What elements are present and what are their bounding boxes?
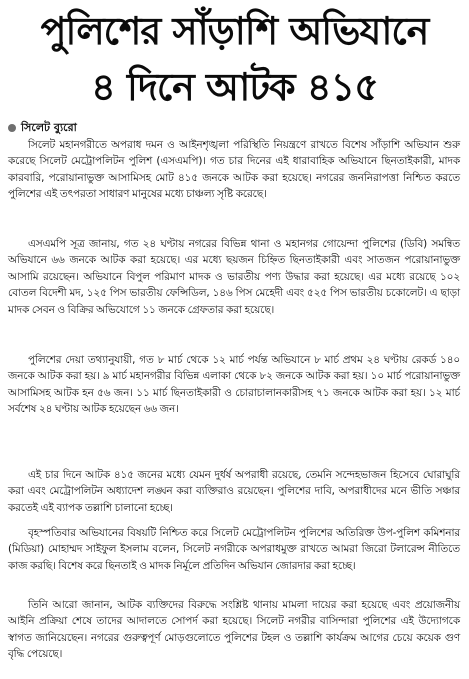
paragraph-1: সিলেট মহানগরীতে অপরাধ দমন ও আইনশৃঙ্খলা পরিস্থিতি নিয়ন্ত্রণে রাখতে বিশেষ সাঁড়াশি অভিযান শুরু করেছে সিলেট মেট্রোপলিটন পুলিশ (এসএমপি)। গত চার দিনের এই ধারাবাহিক অভিযানে ছিনতাইকারী, মাদক কারবারি, পরোয়ানাভুক্ত আসামিসহ মোট ৪১৫ জনকে আটক করা হয়েছে। নগরের জননিরাপত্তা নিশ্চিত করতে পুলিশের এই তৎপরতা সাধারণ মানুষের মধ্যে চাঞ্চল্য সৃষ্টি করেছে। [8,139,460,201]
headline-line-1: পুলিশের সাঁড়াশি অভিযানে [40,9,429,53]
byline [8,120,77,136]
paragraph-2: এসএমপি সূত্র জানায়, গত ২৪ ঘণ্টায় নগরের বিভিন্ন থানা ও মহানগর গোয়েন্দা পুলিশের (ডিবি) সমন্বিত অভিযানে ৬৬ জনকে আটক করা হয়েছে। এর মধ্যে ছয়জন চিহ্নিত ছিনতাইকারী এবং সাতজন পরোয়ানাভুক্ত আসামি রয়েছেন। অভিযানে বিপুল পরিমাণ মাদক ও ভারতীয় পণ্য উদ্ধার করা হয়েছে। এর মধ্যে রয়েছে ১০২ বোতল বিদেশী মদ, ১২৫ পিস ভারতীয় ফেন্সিডিল, ১৪৬ পিস মেহেদী এবং ৫২৫ পিস ভারতীয় চকোলেট। এ ছাড়া মাদক সেবন ও বিক্রির অভিযোগে ১১ জনকে গ্রেফতার করা হয়েছে। [8,238,460,316]
headline-line-2: ৪ দিনে আটক ৪১৫ [91,65,378,109]
paragraph-5: বৃহস্পতিবার অভিযানের বিষয়টি নিশ্চিত করে সিলেট মেট্রোপলিটন পুলিশের অতিরিক্ত উপ-পুলিশ কমিশনার (মিডিয়া) মোহাম্মদ সাইফুল ইসলাম বলেন, সিলেট নগরীকে অপরাধমুক্ত রাখতে আমরা জিরো টলারেন্স নীতিতে কাজ করছি। বিশেষ করে ছিনতাই ও মাদক নির্মূলে প্রতিদিন অভিযান জোরদার করা হচ্ছে। [8,527,460,572]
byline-text: সিলেট ব্যুরো [21,121,77,134]
paragraph-4: এই চার দিনে আটক ৪১৫ জনের মধ্যে যেমন দুর্ধর্ষ অপরাধী রয়েছে, তেমনি সন্দেহভাজন হিসেবে ঘোরাঘুরি করা এবং মেট্রোপলিটন অধ্যাদেশ লঙ্ঘন করা ব্যক্তিরাও রয়েছেন। পুলিশের দাবি, অপরাধীদের মনে ভীতি সঞ্চার করতেই এই ব্যাপক তল্লাশি চালানো হচ্ছে। [8,469,461,514]
bullet-icon [8,124,16,132]
paragraph-3: পুলিশের দেয়া তথ্যানুযায়ী, গত ৮ মার্চ থেকে ১২ মার্চ পর্যন্ত অভিযানে ৮ মার্চ প্রথম ২৪ ঘণ্টায় রেকর্ড ১৪০ জনকে আটক করা হয়। ৯ মার্চ মহানগরীর বিভিন্ন এলাকা থেকে ৮২ জনকে আটক করা হয়। ১০ মার্চ পরোয়ানাভুক্ত আসামিসহ আটক হন ৫৬ জন। ১১ মার্চ ছিনতাইকারী ও চোরাচালানকারীসহ ৭১ জনকে আটক করা হয়। ১২ মার্চ সর্বশেষ ২৪ ঘণ্টায় আটক হয়েছেন ৬৬ জন। [8,354,460,416]
paragraph-6: তিনি আরো জানান, আটক ব্যক্তিদের বিরুদ্ধে সংশ্লিষ্ট থানায় মামলা দায়ের করা হয়েছে এবং প্রয়োজনীয় আইনি প্রক্রিয়া শেষে তাদের আদালতে সোপর্দ করা হয়েছে। সিলেট নগরীর বাসিন্দারা পুলিশের এই উদ্যোগকে স্বাগত জানিয়েছেন। নগরের গুরুত্বপূর্ণ মোড়গুলোতে পুলিশের টহল ও তল্লাশি কার্যক্রম আগের চেয়ে কয়েক গুণ বৃদ্ধি পেয়েছে। [8,599,460,661]
